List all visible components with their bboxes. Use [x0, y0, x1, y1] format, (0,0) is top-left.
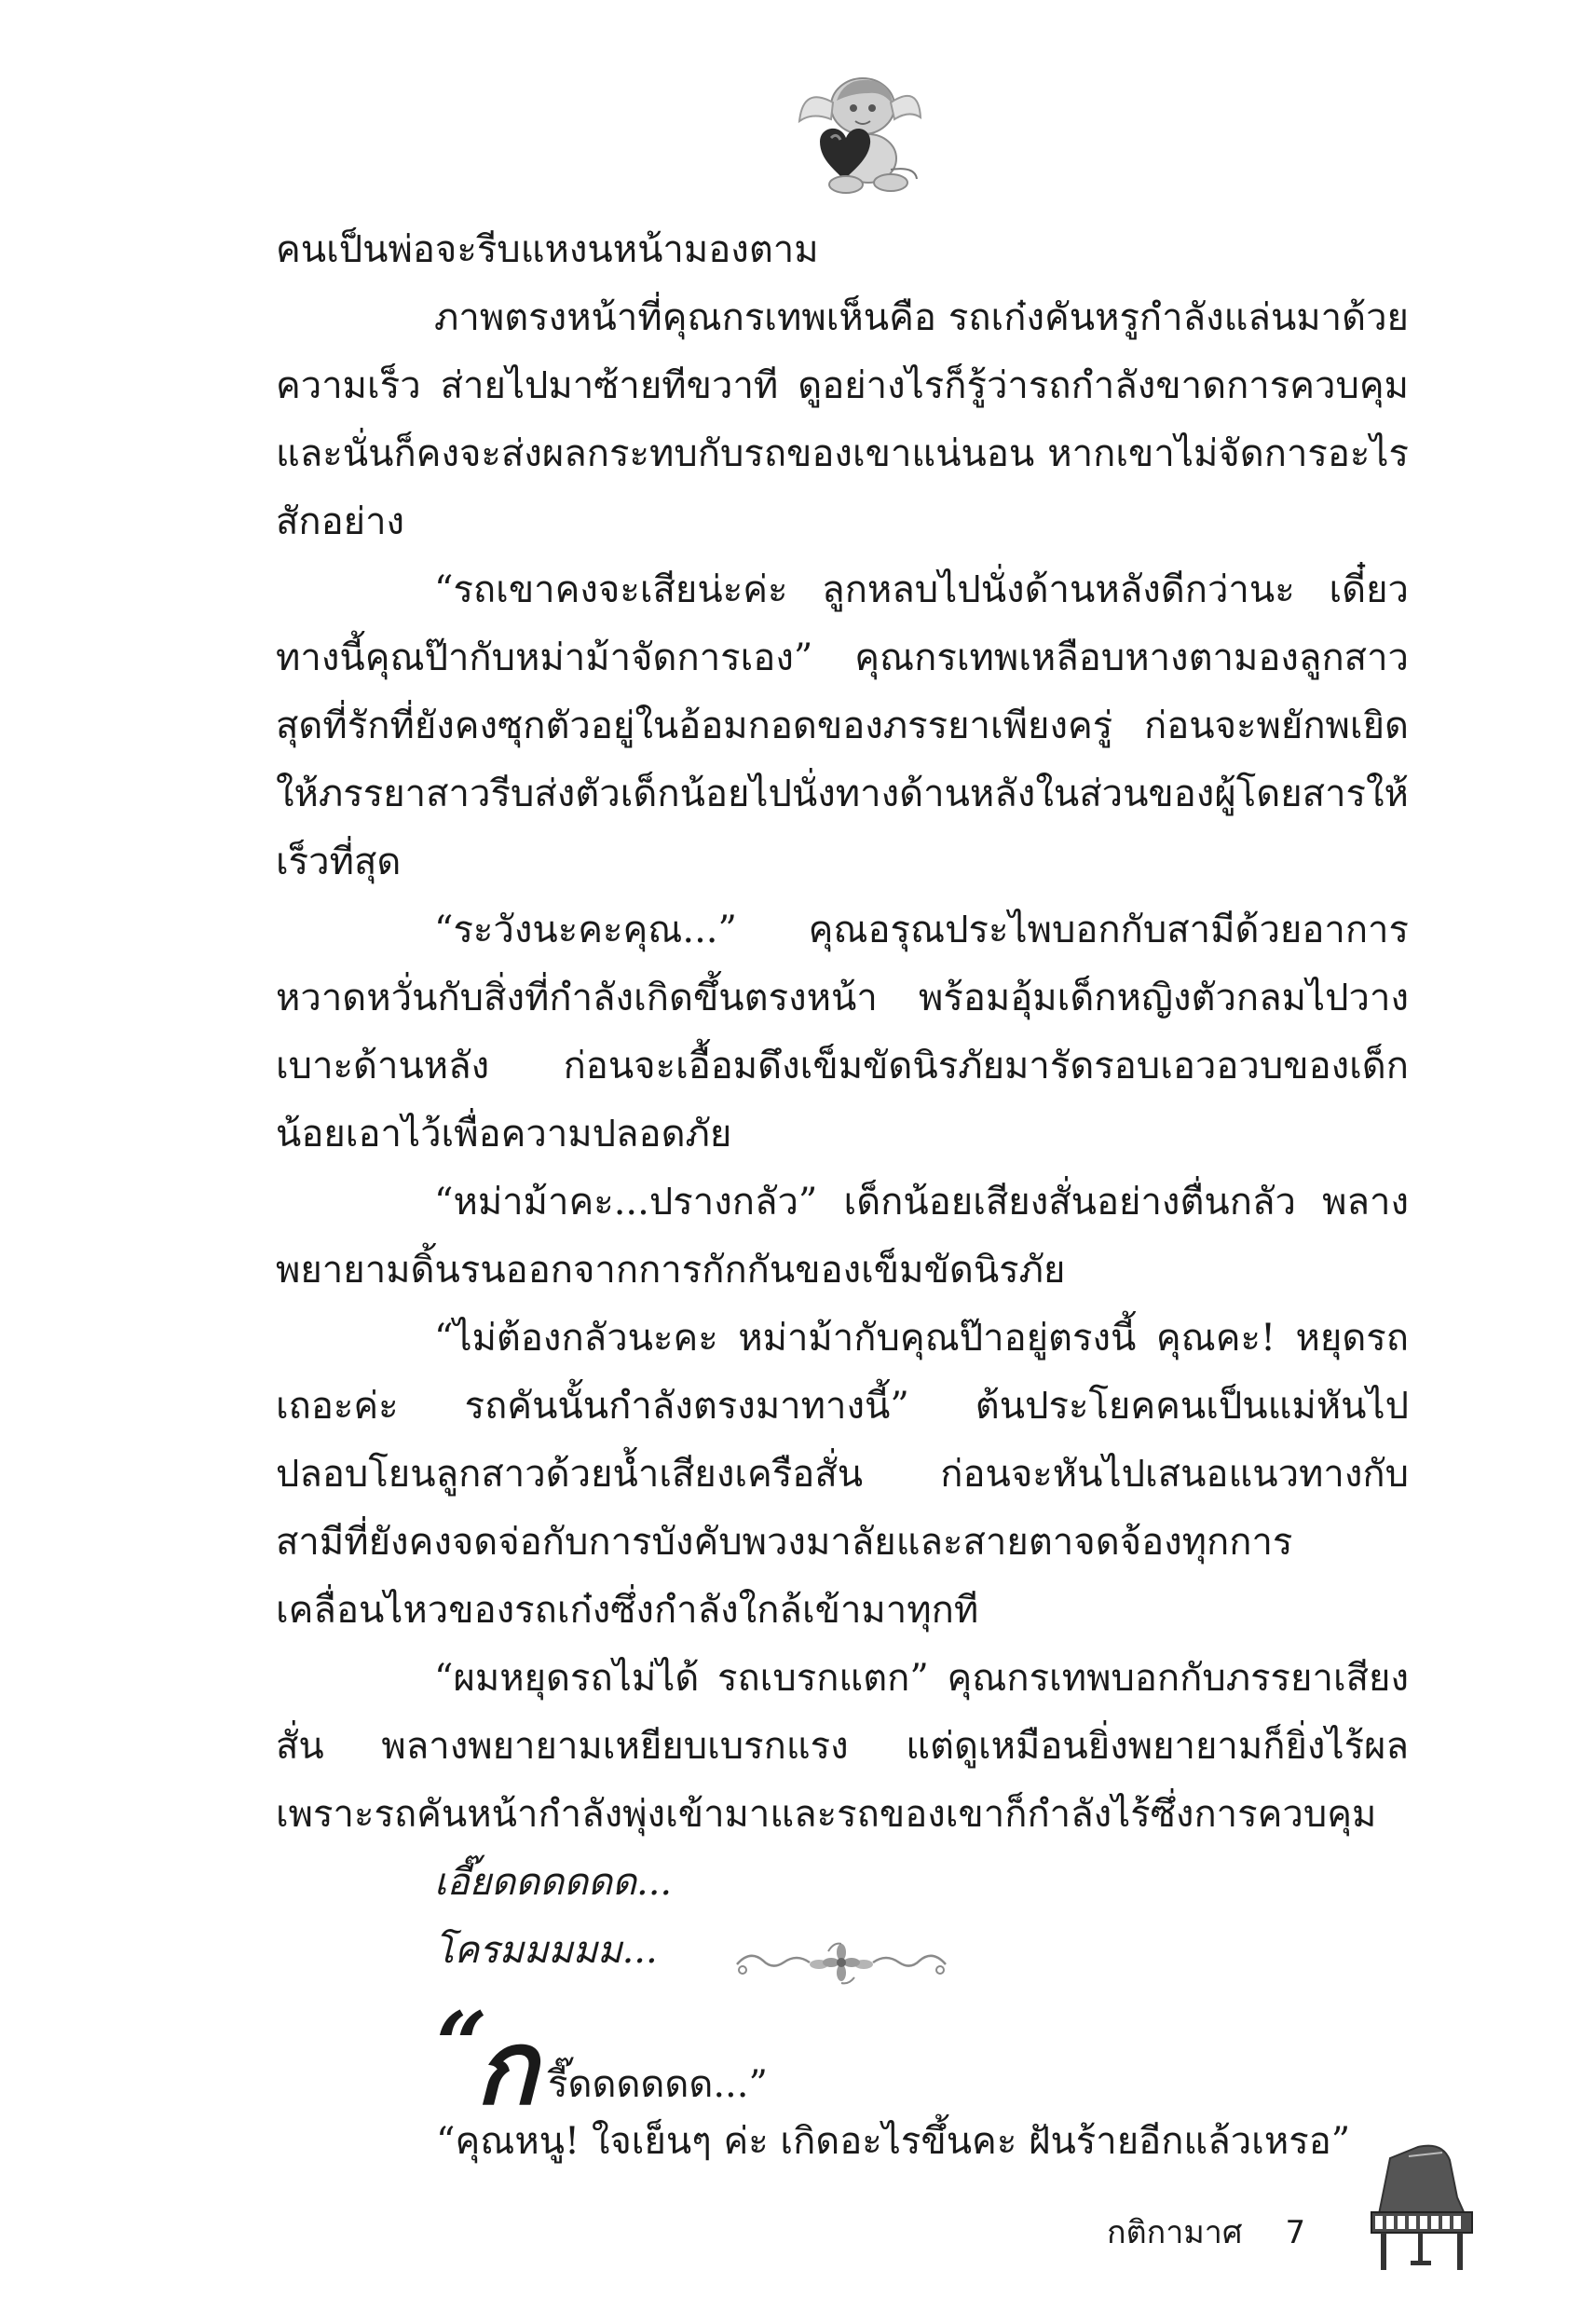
page-footer	[1107, 2207, 1305, 2257]
paragraph: “ผมหยุดรถไม่ได้ รถเบรกแตก” คุณกรเทพบอกกับภรรยาเสียงสั่น พลางพยายามเหยียบเบรกแรง แต่ดูเหมือนยิ่งพยายามก็ยิ่งไร้ผลเพราะรถคันหน้ากำลังพุ่งเข้ามาและรถของเขาก็กำลังไร้ซึ่งการควบคุม	[276, 1657, 1409, 1836]
dialogue-line: “คุณหนู! ใจเย็นๆ ค่ะ เกิดอะไรขึ้นคะ ฝันร้ายอีกแล้วเหรอ”	[436, 2120, 1351, 2163]
drop-cap-rest: รี๊ดดดดดด...”	[548, 2063, 768, 2106]
sound-effect: เอี๊ยดดดดดด...	[434, 1861, 673, 1904]
paragraph: คนเป็นพ่อจะรีบแหงนหน้ามองตาม	[276, 228, 819, 271]
running-title: กติกามาศ	[1107, 2214, 1243, 2251]
cupid-with-heart-icon	[779, 65, 924, 196]
paragraph: “รถเขาคงจะเสียน่ะค่ะ ลูกหลบไปนั่งด้านหลังดีกว่านะ เดี๋ยวทางนี้คุณป๊ากับหม่าม้าจัดการเอง” คุณกรเทพเหลือบหางตามองลูกสาวสุดที่รักที่ยังคงซุกตัวอยู่ในอ้อมกอดของภรรยาเพียงครู่ ก่อนจะพยักพเยิดให้ภรรยาสาวรีบส่งตัวเด็กน้อยไปนั่งทางด้านหลังในส่วนของผู้โดยสารให้เร็วที่สุด	[276, 568, 1409, 883]
open-quote: “	[436, 1992, 488, 2098]
paragraph: “ไม่ต้องกลัวนะคะ หม่าม้ากับคุณป๊าอยู่ตรงนี้ คุณคะ! หยุดรถเถอะค่ะ รถคันนั้นกำลังตรงมาทางนี้” ต้นประโยคคนเป็นแม่หันไปปลอบโยนลูกสาวด้วยน้ำเสียงเครือสั่น ก่อนจะหันไปเสนอแนวทางกับสามีที่ยังคงจดจ่อกับการบังคับพวงมาลัยและสายตาจดจ้องทุกการเคลื่อนไหวของรถเก๋งซึ่งกำลังใกล้เข้ามาทุกที	[276, 1317, 1409, 1632]
story-body	[276, 216, 1409, 1985]
drop-cap-letter: ก	[475, 2007, 538, 2127]
grand-piano-icon	[1353, 2140, 1493, 2279]
paragraph: “หม่าม้าคะ...ปรางกลัว” เด็กน้อยเสียงสั่นอย่างตื่นกลัว พลางพยายามดิ้นรนออกจากการกักกันของเข็มขัดนิรภัย	[276, 1181, 1409, 1292]
sound-effect: โครมมมมม...	[434, 1929, 658, 1972]
paragraph: “ระวังนะคะคุณ...” คุณอรุณประไพบอกกับสามีด้วยอาการหวาดหวั่นกับสิ่งที่กำลังเกิดขึ้นตรงหน้า พร้อมอุ้มเด็กหญิงตัวกลมไปวางเบาะด้านหลัง ก่อนจะเอื้อมดึงเข็มขัดนิรภัยมารัดรอบเอวอวบของเด็กน้อยเอาไว้เพื่อความปลอดภัย	[276, 909, 1409, 1156]
paragraph: ภาพตรงหน้าที่คุณกรเทพเห็นคือ รถเก๋งคันหรูกำลังแล่นมาด้วยความเร็ว ส่ายไปมาซ้ายทีขวาที ดูอย่างไรก็รู้ว่ารถกำลังขาดการควบคุม และนั่นก็คงจะส่งผลกระทบกับรถของเขาแน่นอน หากเขาไม่จัดการอะไรสักอย่าง	[276, 296, 1409, 543]
floral-flourish-icon	[730, 1936, 953, 1989]
page-number: 7	[1285, 2214, 1306, 2251]
